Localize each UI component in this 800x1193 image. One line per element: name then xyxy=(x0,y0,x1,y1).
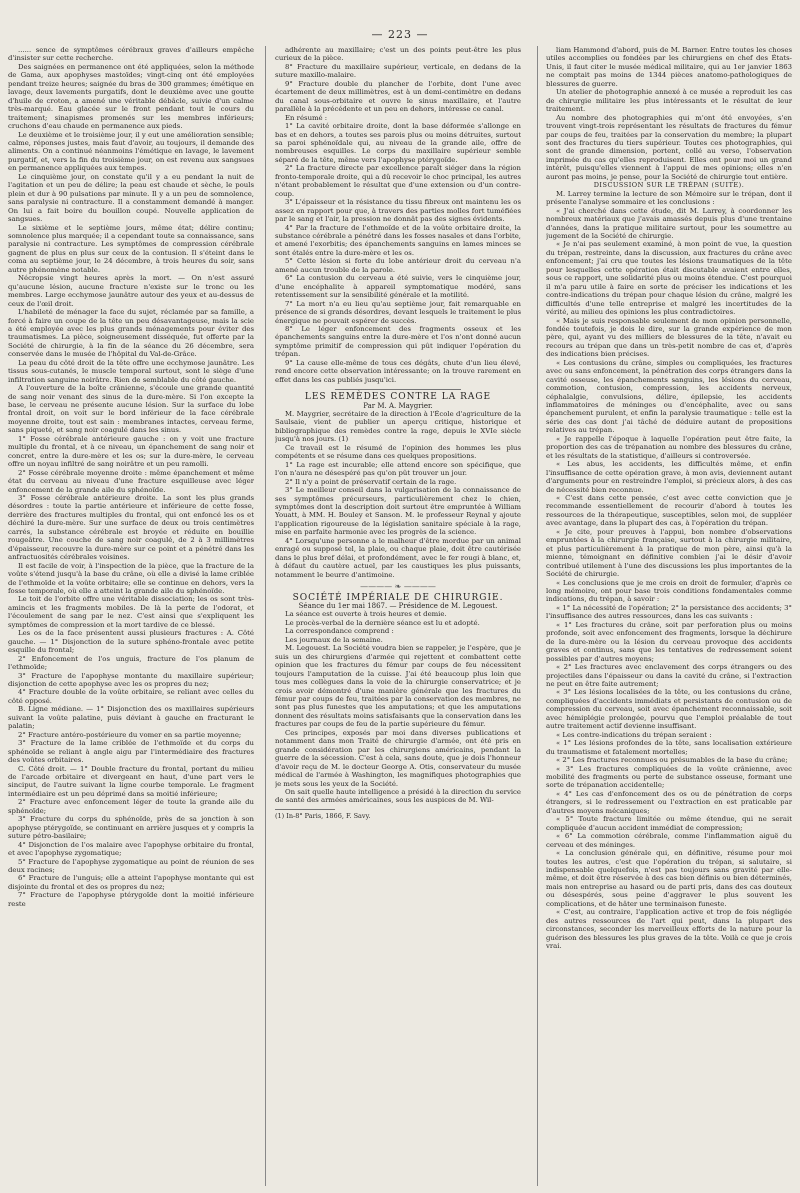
case-summary xyxy=(275,46,521,384)
paragraph: Le sixième et le septième jours, même état; délire continu; somnolence plus marquée; il a cependant toute sa connaissance, sans paralysie ni contracture. Les symptômes de compression cérébrale gagnent de plus en plus sur ceux de la contusion. Il s'éteint dans le coma au septième jour, le 24 décembre, à trois heures du soir, sans autre phénomène notable. xyxy=(8,223,254,274)
paragraph: Ce travail est le résumé de l'opinion des hommes les plus compétents et se résume dans ces quelques propositions. xyxy=(275,443,521,461)
paragraph: Des saignées en permanence ont été appliquées, selon la méthode de Gama, aux apophyses mastoïdes; vingt-cinq ont été employées pendant treize heures; saignée du bras de 300 grammes; émétique en lavage, deux lavements purgatifs, dont le deuxième avec une goutte d'huile de croton, a amené une véritable débâcle, suivie d'un calme très-marqué. Eau glacée sur le front pendant tout le cours du traitement; sinapismes promenés sur les membres inférieurs; cruchons d'eau chaude en permanence aux pieds. xyxy=(8,62,254,131)
discussion-title: DISCUSSION SUR LE TRÉPAN (SUITE). xyxy=(593,181,745,190)
paragraph: 2° Fracture avec enfoncement léger de toute la grande aile du sphénoïde; xyxy=(8,798,254,815)
paragraph: 2° Enfoncement de l'os unguis, fracture de l'os planum de l'ethmoïde; xyxy=(8,654,254,672)
paragraph: Les os de la face présentent aussi plusieurs fractures : A. Côté gauche. — 1° Disjonction de la suture sphéno-frontale avec petite esquille du frontal; xyxy=(8,629,254,655)
paragraph: 5° Fracture de l'apophyse zygomatique au point de réunion de ses deux racines; xyxy=(8,857,254,874)
paragraph: M. Maygrier, secrétaire de la direction à l'École d'agriculture de la Saulsaie, vient de publier un aperçu critique, historique et bibliographique des remèdes contre la rage, depuis le XVIe siècle jusqu'à nos jours. (1) xyxy=(275,410,521,444)
paragraph: 3° Fracture de la lame criblée de l'ethmoïde et du corps du sphénoïde se reliant à angle aigu par l'intermédiaire des fractures des voûtes orbitaires. xyxy=(8,739,254,765)
paragraph: 7° La mort n'a eu lieu qu'au septième jour, fait remarquable en présence de si grands désordres, devant lesquels le traitement le plus énergique ne pouvait espérer de succès. xyxy=(275,299,521,325)
paragraph: « 1° Les lésions profondes de la tête, sans localisation extérieure du traumatisme et fatalement mortelles; xyxy=(546,739,792,756)
society-minutes xyxy=(275,610,521,804)
page-number: — 223 — xyxy=(371,28,429,41)
paragraph: La peau du côté droit de la tête offre une ecchymose jaunâtre. Les tissus sous-cutanés, le muscle temporal surtout, sont le siège d'une infiltration sanguine noirâtre. Rien de semblable du côté gauche. xyxy=(8,358,254,384)
column-divider xyxy=(265,46,266,1186)
paragraph: 8° Le léger enfoncement des fragments osseux et les épanchements sanguins entre la dure-mère et l'os n'ont donné aucun symptôme primitif de compression qui pût indiquer l'opération du trépan. xyxy=(275,324,521,359)
paragraph: M. Legouest. La Société voudra bien se rappeler, je l'espère, que je suis un des chirurgiens d'armée qui rejettent et combattent cette opinion que les fractures du fémur par coups de feu nécessitent toujours l'amputation de la cuisse. J'ai été beaucoup plus loin que tous mes collègues dans la voie de la chirurgie conservatrice; et je crois avoir démontré d'une manière générale que les fractures du fémur par coups de feu, traitées par la conservation des membres, ne sont pas plus funestes que les amputations; et que les amputations donnent des résultats moins satisfaisants que la conservation dans les fractures par coups de feu de la partie supérieure du fémur. xyxy=(275,644,521,729)
footnote: (1) In-8° Paris, 1866, F. Savy. xyxy=(275,811,371,820)
paragraph: Les journaux de la semaine. xyxy=(285,635,383,644)
paragraph: 4° Fracture double de la voûte orbitaire, se reliant avec celles du côté opposé. xyxy=(8,688,254,705)
paragraph: 4° Disjonction de l'os malaire avec l'apophyse orbitaire du frontal, et avec l'apophyse zygomatique; xyxy=(8,840,254,858)
paragraph: « 2° Les fractures reconnues ou présumables de la base du crâne; xyxy=(556,756,788,765)
paragraph: 3° L'épaisseur et la résistance du tissu fibreux ont maintenu les os assez en rapport pour que, à travers des parties molles fort tuméfiées par le sang et l'air, la pression ne donnât pas des signes évidents. xyxy=(275,198,521,224)
paragraph: Le deuxième et le troisième jour, il y eut une amélioration sensible; calme, réponses justes, mais faut d'avoir, au toujours, il demande des aliments. On a continué néanmoins l'émétique en lavage, le lavement purgatif, et, vers la fin du troisième jour, on est revenu aux sangsues en permanence appliquées aux tempes. xyxy=(8,130,254,173)
paragraph: Un atelier de photographie annexé à ce musée a reproduit les cas de chirurgie militaire les plus intéressants et le résultat de leur traitement. xyxy=(546,88,792,114)
paragraph: 9° La cause elle-même de tous ces dégâts, chute d'un lieu élevé, rend encore cette observation intéressante; on la trouve rarement en effet dans les cas publiés jusqu'ici. xyxy=(275,358,521,384)
paragraph: On sait quelle haute intelligence a présidé à la direction du service de santé des armées américaines, sous les auspices de M. Wil- xyxy=(275,787,521,805)
paragraph: « 5° Toute fracture limitée ou même étendue, qui ne serait compliquée d'aucun accident immédiat de compression; xyxy=(546,815,792,832)
paragraph: 4° Par la fracture de l'ethmoïde et de la voûte orbitaire droite, la substance cérébrale a pénétré dans les fosses nasales et dans l'orbite, et amené l'exorbitis; des épanchements sanguins en lames minces se sont étalés entre la dure-mère et les os. xyxy=(275,223,521,257)
paragraph: 2° Fracture antéro-postérieure du vomer en sa partie moyenne; xyxy=(18,730,242,739)
paragraph: 2° La fracture directe par excellence paraît siéger dans la région fronto-temporale droite, qui a dû recevoir le choc principal, les autres n'étant probablement le résultat que d'une extension ou d'un contre-coup. xyxy=(275,164,521,198)
paragraph: L'habileté de ménager la face du sujet, réclamée par sa famille, a forcé à faire un coupe de la tête un peu désavantageuse, mais la scie a été employée avec les plus grands ménagements pour éviter des traumatismes. La pièce, soigneusement disséquée, fut offerte par la Société de chirurgie, à la fin de la séance du 26 décembre, sera conservée dans le musée de l'hôpital du Val-de-Grâce. xyxy=(8,308,254,359)
paragraph: 3° Fosse cérébrale antérieure droite. La sont les plus grands désordres : toute la partie antérieure et inférieure de cette fosse, derrière des fractures multiples du frontal, qui ont enfoncé les os et déchiré la dure-mère. Sur une surface de deux ou trois centimètres carrés, la substance cérébrale est broyée et réduite en bouillie rougeâtre. Une couche de sang noir coagulé, de 2 à 3 millimètres d'épaisseur, recouvre la dure-mère sur ce point et a pénétré dans les anfractuosités cérébrales voisines. xyxy=(8,494,254,562)
paragraph: « 1° Les fractures du crâne, soit par perforation plus ou moins profonde, soit avec enfoncement des fragments, lorsque la déchirure de la dure-mère ou la lésion du cerveau provoque des accidents graves et continus, sans que les tentatives de redressement soient possibles par d'autres moyens; xyxy=(546,620,792,663)
paragraph: 3° Le meilleur conseil dans la vulgarisation de la connaissance de ses symptômes précurseurs, particulièrement chez le chien, symptômes dont la description doit surtout être empruntée à William Youatt, à MM. H. Bouley et Sanson. M. le professeur Reynal y ajoute l'application rigoureuse de la législation sanitaire spéciale à la rage, mise en parfaite harmonie avec les progrès de la science. xyxy=(275,486,521,537)
paragraph: 2° Il n'y a point de préservatif certain de la rage. xyxy=(285,477,457,486)
society-title: SOCIÉTÉ IMPÉRIALE DE CHIRURGIE. xyxy=(292,592,504,603)
section-rule xyxy=(335,389,461,390)
paragraph: « J'ai cherché dans cette étude, dit M. Larrey, à coordonner les nombreux matériaux que j'avais amassés depuis plus d'une trentaine d'années, dans la pratique militaire surtout, pour les soumettre au jugement de la Société de chirurgie. xyxy=(546,206,792,240)
paragraph: 6° La contusion du cerveau a été suivie, vers le cinquième jour, d'une encéphalite à appareil symptomatique modéré, sans retentissement sur la sensibilité générale et la motilité. xyxy=(275,274,521,300)
paragraph: 9° Fracture double du plancher de l'orbite, dont l'une avec écartement de deux millimètres, est à un demi-centimètre en dedans du canal sous-orbitaire et ouvre le sinus maxillaire, et l'autre parallèle à la précédente et un peu en dehors, intéresse ce canal. xyxy=(275,79,521,114)
paragraph: adhérente au maxillaire; c'est un des points peut-être les plus curieux de la pièce. xyxy=(275,46,521,63)
paragraph: 1° La rage est incurable; elle attend encore son spécifique, que l'on n'aura ne désespéré pas qu'on pût trouver un jour. xyxy=(275,460,521,478)
paragraph: « C'est dans cette pensée, c'est avec cette conviction que je recommande essentiellement de recourir d'abord à toutes les ressources de la thérapeutique, susceptibles, selon moi, de suppléer avec avantage, dans la plupart des cas, à l'opération du trépan. xyxy=(546,494,792,528)
paragraph: 3° Fracture du corps du sphénoïde, près de sa jonction à son apophyse ptérygoïde, se continuant en arrière jusques et y compris la suture pétro-basilaire; xyxy=(8,815,254,841)
session-line: Séance du 1er mai 1867. — Présidence de M. Legouest. xyxy=(298,602,498,610)
paragraph: Le cinquième jour, on constate qu'il y a eu pendant la nuit de l'agitation et un peu de délire; la peau est chaude et sèche, le pouls plein et dur à 90 pulsations par minute. Il y a un peu de somnolence, sans paralysie ni contracture. Il a constamment demandé à manger. On lui a fait boire du bouillon coupé. Nouvelle application de sangsues. xyxy=(8,172,254,224)
paragraph: Au nombre des photographies qui m'ont été envoyées, s'en trouvent vingt-trois représentant les résultats de fractures du fémur par coups de feu, traitées par la conservation du membre; la plupart sont des fractures du tiers supérieur. Toutes ces photographies, qui sont de grande dimension, portent, collé au verso, l'observation imprimée du cas qu'elles reproduisent. Elles ont pour moi un grand intérêt, puisqu'elles viennent à l'appui de mes opinions; elles n'en auront pas moins, je pense, pour la Société de chirurgie tout entière. xyxy=(546,113,792,181)
paragraph: « C'est, au contraire, l'application active et trop de fois négligée des autres ressources de l'art qui peut, dans la plupart des circonstances, seconder les merveilleux efforts de la nature pour la guérison des blessures les plus graves de la tête. Voilà ce que je crois vrai. xyxy=(546,908,792,951)
footnote-rule xyxy=(275,809,335,810)
column-right xyxy=(546,46,792,1186)
column-middle xyxy=(275,46,521,1186)
paragraph: « 6° La commotion cérébrale, comme l'inflammation aiguë du cerveau et des méninges. xyxy=(546,832,792,849)
paragraph: 3° Fracture de l'apophyse montante du maxillaire supérieur; disjonction de cette apophyse avec les os propres du nez; xyxy=(8,671,254,688)
paragraph: ...... sence de symptômes cérébraux graves d'ailleurs empêche d'insister sur cette recherche. xyxy=(8,46,254,63)
paragraph: « Je rappelle l'époque à laquelle l'opération peut être faite, la proportion des cas de trépanation au nombre des blessures du crâne, et les résultats de la statistique, d'ailleurs si controversée. xyxy=(546,434,792,460)
trepan-discussion xyxy=(546,190,792,951)
paragraph: Nécropsie vingt heures après la mort. — On n'est assuré qu'aucune lésion, aucune fracture n'existe sur le tronc ou les membres. Large ecchymose jaunâtre autour des yeux et au-dessus de ceux de l'œil droit. xyxy=(8,274,254,308)
paragraph: Il est facile de voir, à l'inspection de la pièce, que la fracture de la voûte s'étend jusqu'à la base du crâne, où elle a divisé la lame criblée de l'ethmoïde et la voûte orbitaire; elle se continue en dehors, vers la fosse temporale, où elle a atteint la grande aile du sphénoïde. xyxy=(8,561,254,595)
rabies-article xyxy=(275,410,521,579)
paragraph: La correspondance comprend : xyxy=(285,627,394,636)
paragraph: Le procès-verbal de la dernière séance est lu et adopté. xyxy=(285,618,480,627)
paragraph: 1° La cavité orbitaire droite, dont la base déformée s'allonge en bas et en dehors, a toutes ses parois plus ou moins détruites, surtout sa paroi sphénoïdale qui, au niveau de la grande aile, offre de nombreuses esquilles. Le corps du maxillaire supérieur semble séparé de la tête, même vers l'apophyse ptérygoïde. xyxy=(275,122,521,164)
paragraph: B. Ligne médiane. — 1° Disjonction des os maxillaires supérieurs suivant la voûte palatine, puis déviant à gauche en fracturant le palatin; xyxy=(8,705,254,731)
article-byline: Par M. A. Maygrier. xyxy=(363,401,433,410)
paragraph: « 2° Les fractures avec enclavement des corps étrangers ou des projectiles dans l'épaisseur ou dans la cavité du crâne, si l'extraction ne peut en être faite autrement; xyxy=(546,663,792,688)
column-left xyxy=(8,46,254,1186)
column-divider xyxy=(537,46,538,1186)
paragraph: 5° Cette lésion si forte du lobe antérieur droit du cerveau n'a amené aucun trouble de la parole. xyxy=(275,257,521,274)
paragraph: 4° Lorsqu'une personne a le malheur d'être mordue par un animal enragé ou supposé tel, la plaie, ou chaque plaie, doit être cautérisée dans le plus bref délai, et profondément, avec le fer rougi à blanc, et, à défaut du cautère actuel, par les caustiques les plus puissants, notamment le beurre d'antimoine. xyxy=(275,536,521,579)
paragraph: « 4° Les cas d'enfoncement des os ou de pénétration de corps étrangers, si le redressement ou l'extraction en est praticable par d'autres moyens mécaniques; xyxy=(546,789,792,815)
paragraph: Ces principes, exposés par moi dans diverses publications et notamment dans mon Traité de chirurgie d'armée, ont été pris en grande considération par les chirurgiens américains, pendant la guerre de la sécession. C'est à cela, sans doute, que je dois l'honneur d'avoir reçu de M. le docteur George A. Otis, conservateur du musée médical de l'armée à Washington, les magnifiques photographies que je mets sous les yeux de la Société. xyxy=(275,728,521,788)
paragraph: « La conclusion générale qui, en définitive, résume pour moi toutes les autres, c'est que l'opération du trépan, si salutaire, si indispensable quelquefois, n'est pas toujours sans gravité par elle-même, et doit être réservée à des cas bien définis ou bien déterminés, mais non entreprise au hasard ou de parti pris, dans des cas douteux ou désespérés, sous peine d'aggraver le plus souvent les complications, et de hâter une terminaison funeste. xyxy=(546,849,792,908)
paragraph: « Mais je suis responsable seulement de mon opinion personnelle, fondée toutefois, je dois le dire, sur la grande expérience de mon père, qui, ayant vu des milliers de blessures de la tête, n'avait eu recours au trépan que dans un très-petit nombre de cas et, d'après des indications bien précises. xyxy=(546,316,792,359)
paragraph: 2° Fosse cérébrale moyenne droite : même épanchement et même état du cerveau au niveau d'une fracture esquilleuse avec léger enfoncement de la grande aile du sphénoïde. xyxy=(8,468,254,494)
paragraph: « Je n'ai pas seulement examiné, à mon point de vue, la question du trépan, restreinte, dans la discussion, aux fractures du crâne avec enfoncement; j'ai cru que toutes les lésions traumatiques de la tête pour lesquelles cette opération était discutable avaient entre elles, sous ce rapport, une solidarité plus ou moins étendue. C'est pourquoi il m'a paru utile à faire en sorte de préciser les indications et les contre-indications du trépan pour chaque lésion du crâne, malgré les difficultés d'une telle entreprise et malgré les incertitudes de la vérité, au milieu des opinions les plus contradictoires. xyxy=(546,240,792,317)
photographs-paragraphs xyxy=(546,46,792,181)
paragraph: « Les abus, les accidents, les difficultés même, et enfin l'insuffisance de cette opération grave, à mon avis, deviennent autant d'arguments pour en restreindre l'emploi, si précieux alors, à des cas de nécessité bien reconnue. xyxy=(546,460,792,494)
paragraph: « Les conclusions que je me crois en droit de formuler, d'après ce long mémoire, ont pour base trois conditions fondamentales comme indications, du trépan, à savoir : xyxy=(546,578,792,604)
paragraph: 6° Fracture de l'unguis; elle a atteint l'apophyse montante qui est disjointe du frontal et des os propres du nez; xyxy=(8,874,254,891)
paragraph: « Les contre-indications du trépan seraient : xyxy=(556,730,712,739)
article-title: LES REMÈDES CONTRE LA RAGE xyxy=(304,392,492,403)
paragraph: « 3° Les fractures compliquées de la voûte crânienne, avec mobilité des fragments ou perte de substance osseuse, formant une sorte de trépanation accidentelle; xyxy=(546,764,792,790)
paragraph: La séance est ouverte à trois heures et demie. xyxy=(285,610,447,619)
paragraph: 8° Fracture du maxillaire supérieur, verticale, en dedans de la suture maxillo-malaire. xyxy=(275,62,521,80)
paragraph: « 3° Les lésions localisées de la tête, ou les contusions du crâne, compliquées d'accidents immédiats et persistants de contusion ou de compression du cerveau, soit avec épanchement reconnaissable, soit avec hémiplégie prolongée, pourvu que l'emploi préalable de tout autre traitement actif devienne insuffisant. xyxy=(546,688,792,731)
paragraph: A l'ouverture de la boîte crânienne, s'écoule une grande quantité de sang noir venant des sinus de la dure-mère. Si l'on excepte la base, le cerveau ne présente aucune lésion. Sur la surface du lobe frontal droit, on voit sur le bord inférieur de la face cérébrale moyenne droite, tout est sain : membranes intactes, cerveau ferme, sans piqueté, et sang noir coagulé dans les sinus. xyxy=(8,384,254,435)
paragraph: 7° Fracture de l'apophyse ptérygoïde dont la moitié inférieure reste xyxy=(8,891,254,908)
paragraph: « 1° La nécessité de l'opération; 2° la persistance des accidents; 3° l'insuffisance des autres ressources, dans les cas suivants : xyxy=(546,603,792,621)
paragraph: Le toit de l'orbite offre une véritable dissociation; les os sont très-amincis et les fragments mobiles. De là la perte de l'odorat, et l'écoulement de sang par le nez. C'est ainsi que s'expliquent les symptômes de compression et la mort tardive de ce blessé. xyxy=(8,595,254,629)
ornament-divider: ———— ❧ ———— xyxy=(360,582,436,592)
paragraph: 1° Fosse cérébrale antérieure gauche : on y voit une fracture multiple du frontal, et à ce niveau, un épanchement de sang noir et concret, entre la dure-mère et les os; sur la dure-mère, le cerveau offre un noyau infiltré de sang noirâtre et un peu ramolli. xyxy=(8,434,254,469)
paragraph: « Je cite, pour preuves à l'appui, bon nombre d'observations empruntées à la chirurgie française, surtout à la chirurgie militaire, et plus particulièrement à la pratique de mon père, ainsi qu'à la mienne, témoignant en définitive combien j'ai le désir d'avoir contribué utilement à l'une des discussions les plus importantes de la Société de chirurgie. xyxy=(546,527,792,579)
paragraph: « Les contusions du crâne, simples ou compliquées, les fractures avec ou sans enfoncement, la pénétration des corps étrangers dans la cavité osseuse, les épanchements sanguins, les lésions du cerveau, commotion, contusion, compression, les accidents nerveux, céphalalgie, convulsions, délire, épilepsie, les accidents inflammatoires de méninges ou d'encéphalite, avec ou sans épanchement purulent, et enfin la paralysie traumatique : telle est la série des cas dont j'ai tâché de déduire autant de propositions relatives au trépan. xyxy=(546,358,792,435)
paragraph: En résumé : xyxy=(285,113,328,122)
paragraph: liam Hammond d'abord, puis de M. Barner. Entre toutes les choses utiles accomplies ou fondées par les chirurgiens en chef des États-Unis, il faut citer le musée médical militaire, qui au 1er janvier 1863 ne comptait pas moins de 1344 pièces anatomo-pathologiques de blessures de guerre. xyxy=(546,46,792,88)
paragraph: C. Côté droit. — 1° Double fracture du frontal, portant du milieu de l'arcade orbitaire et divergeant en haut, d'une part vers le sinciput, de l'autre suivant la ligne courbe temporale. Le fragment intermédiaire est un peu déprimé dans sa moitié inférieure; xyxy=(8,764,254,798)
paragraph: M. Larrey termine la lecture de son Mémoire sur le trépan, dont il présente l'analyse sommaire et les conclusions : xyxy=(546,189,792,207)
